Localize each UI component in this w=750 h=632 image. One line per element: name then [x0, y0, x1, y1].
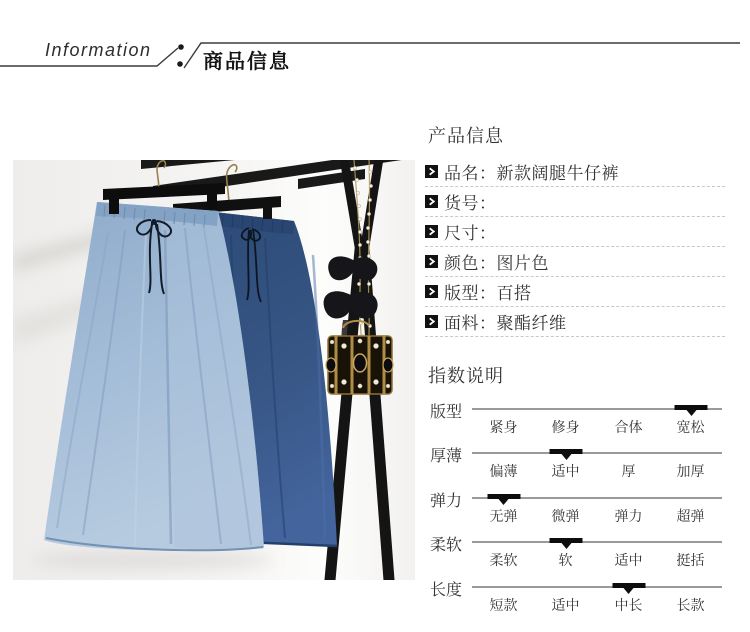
rating-marker-icon — [487, 494, 520, 505]
rating-track — [472, 541, 722, 543]
attribute-text: 品名：新款阔腿牛仔裤 — [444, 164, 619, 183]
rating-label: 厚薄 — [430, 448, 463, 465]
rating-option: 修身 — [551, 419, 580, 435]
rating-track — [472, 586, 722, 588]
rating-option: 微弹 — [551, 508, 580, 524]
rating-option: 偏薄 — [489, 463, 518, 479]
rating-row-length — [425, 574, 725, 618]
rating-label: 柔软 — [430, 537, 463, 554]
rating-marker-icon — [550, 449, 583, 460]
rating-option: 短款 — [489, 597, 518, 613]
list-item — [425, 247, 725, 277]
rating-option: 软 — [558, 552, 573, 568]
rating-option: 厚 — [621, 463, 636, 479]
list-item — [425, 157, 725, 187]
section-heading-product-info: 产品信息 — [428, 126, 504, 146]
rating-label: 版型 — [430, 404, 463, 421]
rating-option: 长款 — [676, 597, 705, 613]
rating-row-thickness — [425, 440, 725, 484]
dot-icon — [177, 61, 183, 67]
rating-option: 超弹 — [676, 508, 705, 524]
page-title: 商品信息 — [203, 51, 291, 73]
rating-row-fit — [425, 396, 725, 440]
rating-option: 挺括 — [676, 552, 705, 568]
header-subtitle-en: Information — [45, 40, 152, 60]
attribute-text: 版型：百搭 — [444, 284, 532, 303]
attribute-text: 面料：聚酯纤维 — [444, 314, 567, 333]
rating-option: 柔软 — [489, 552, 518, 568]
chevron-right-icon — [425, 315, 438, 328]
attribute-text: 颜色：图片色 — [444, 254, 549, 273]
product-photo — [13, 160, 415, 580]
chevron-right-icon — [425, 225, 438, 238]
chevron-right-icon — [425, 195, 438, 208]
rating-row-stretch — [425, 485, 725, 529]
rating-option: 中长 — [614, 597, 643, 613]
rating-label: 长度 — [430, 582, 463, 599]
rating-option: 合体 — [614, 419, 643, 435]
section-heading-index-guide: 指数说明 — [428, 366, 504, 386]
chevron-right-icon — [425, 165, 438, 178]
list-item — [425, 187, 725, 217]
info-column — [425, 0, 725, 632]
list-item — [425, 277, 725, 307]
rating-option: 适中 — [551, 463, 580, 479]
product-attributes-list — [425, 157, 725, 337]
rating-option: 弹力 — [614, 508, 643, 524]
rating-track — [472, 452, 722, 454]
rating-option: 适中 — [551, 597, 580, 613]
rating-option: 宽松 — [676, 419, 705, 435]
product-photo-illustration — [13, 160, 415, 580]
rating-marker-icon — [550, 538, 583, 549]
rating-option: 无弹 — [489, 508, 518, 524]
rating-option: 紧身 — [489, 419, 518, 435]
list-item — [425, 217, 725, 247]
rating-marker-icon — [612, 583, 645, 594]
rating-option: 适中 — [614, 552, 643, 568]
chevron-right-icon — [425, 285, 438, 298]
rating-row-softness — [425, 529, 725, 573]
attribute-text: 货号： — [444, 194, 497, 213]
chevron-right-icon — [425, 255, 438, 268]
rating-label: 弹力 — [430, 493, 463, 510]
dot-icon — [178, 44, 184, 50]
attribute-text: 尺寸： — [444, 224, 497, 243]
rating-option: 加厚 — [676, 463, 705, 479]
list-item — [425, 307, 725, 337]
rating-marker-icon — [675, 405, 708, 416]
